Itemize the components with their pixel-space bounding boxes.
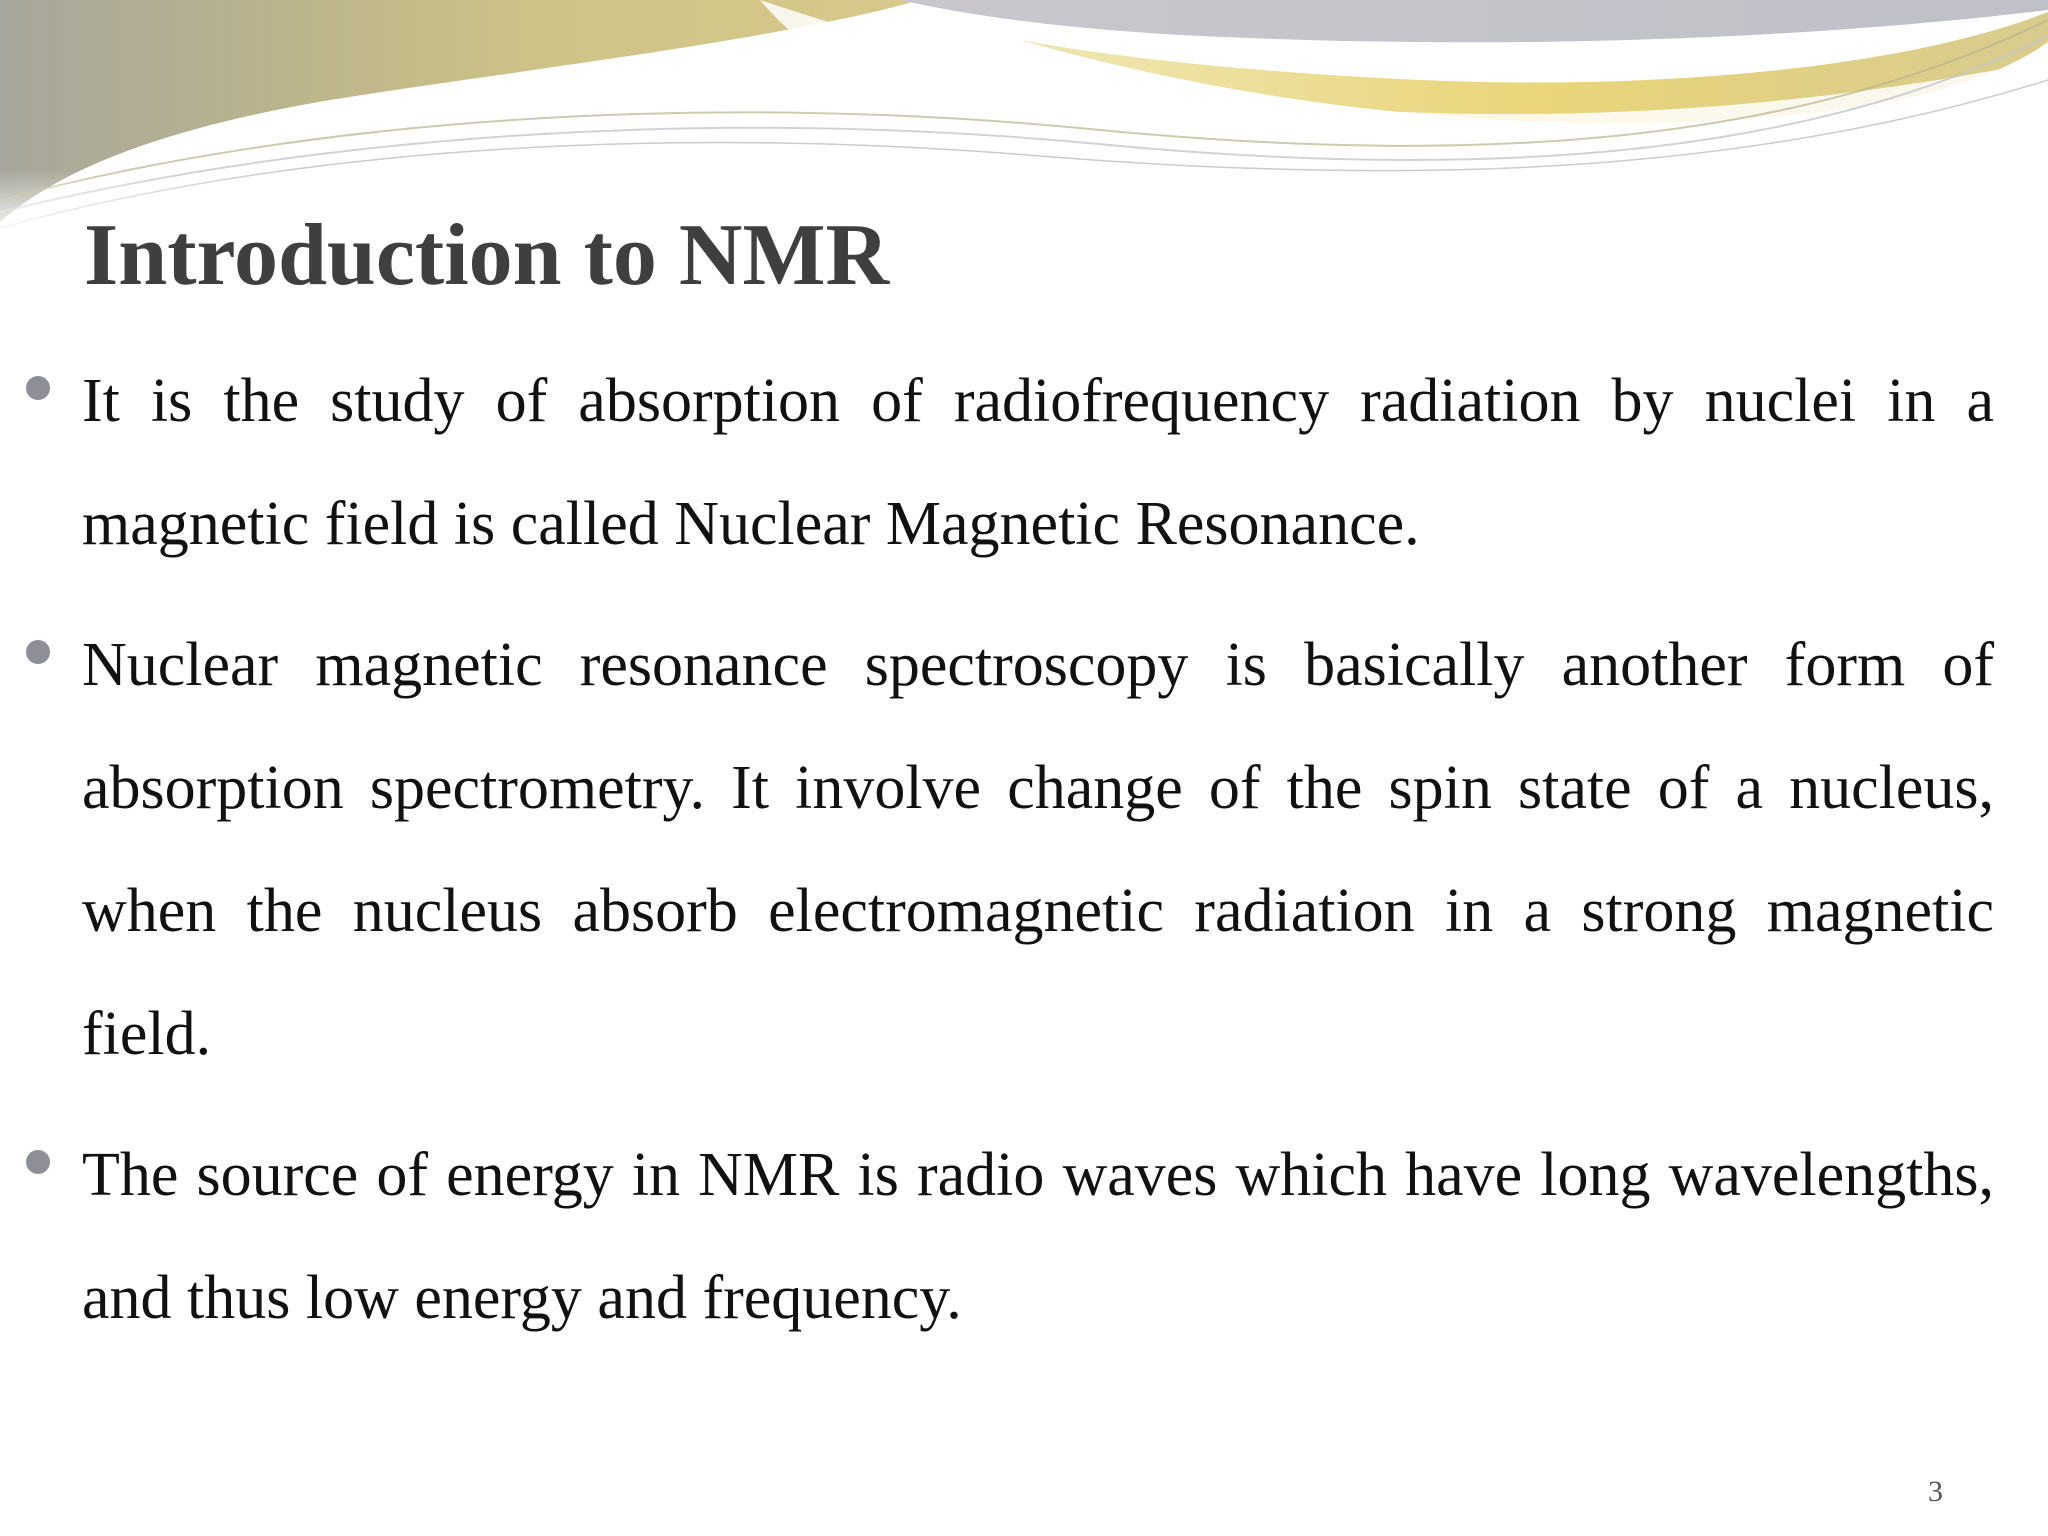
bullet-dot-icon (26, 640, 50, 664)
page-number: 3 (1928, 1475, 1943, 1508)
bullet-text: Nuclear magnetic resonance spectroscopy is basically another form of absorption spectrometry. It involve change of the spin state of a nucleus, when the nucleus absorb electromagnetic radiation in a strong magnetic field. (82, 631, 1994, 1068)
bullet-text: The source of energy in NMR is radio waves which have long wavelengths, and thus low energy and frequency. (82, 1141, 1994, 1332)
bullet-text: It is the study of absorption of radiofrequency radiation by nuclei in a magnetic field is called Nuclear Magnetic Resonance. (82, 367, 1994, 558)
bullet-item (82, 604, 1994, 1096)
bullet-item (82, 340, 1994, 586)
bullet-item (82, 1114, 1994, 1360)
header-wave-decoration (0, 0, 2048, 240)
bullet-dot-icon (26, 376, 50, 400)
bullet-list (82, 340, 1994, 1378)
slide-title: Introduction to NMR (84, 207, 890, 304)
bullet-dot-icon (26, 1150, 50, 1174)
